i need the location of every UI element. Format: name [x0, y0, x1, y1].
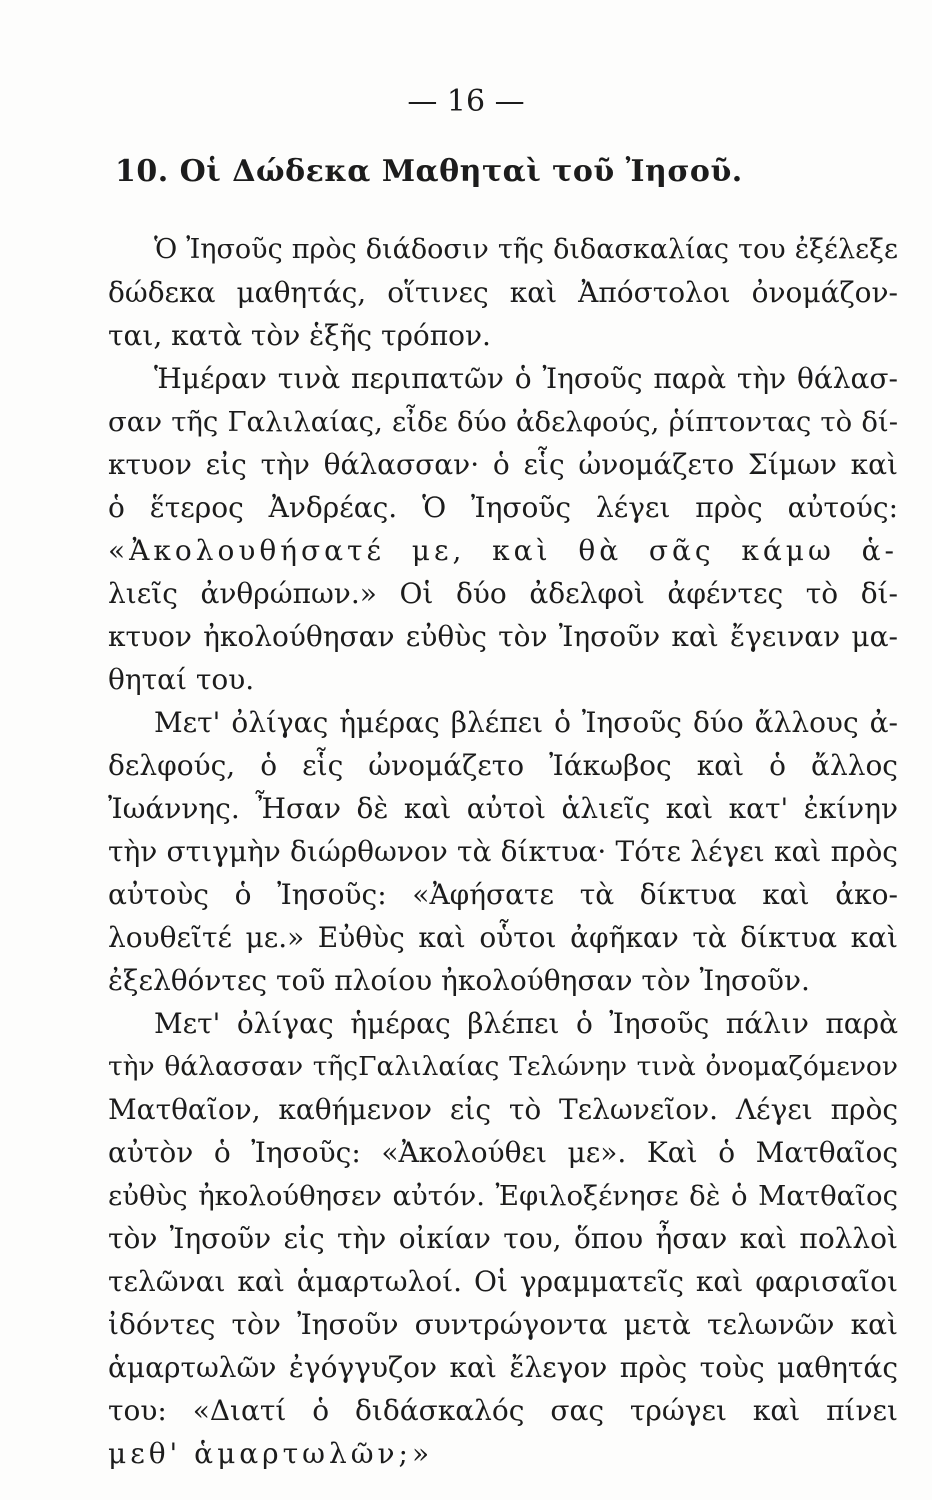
text-line: ὁ ἕτερος Ἀνδρέας. Ὁ Ἰησοῦς λέγει πρὸς αὐτούς:: [108, 491, 898, 524]
text-line: τὸν Ἰησοῦν εἰς τὴν οἰκίαν του, ὅπου ἦσαν καὶ πολλοὶ: [108, 1222, 898, 1255]
text-line: αὐτὸν ὁ Ἰησοῦς: «Ἀκολούθει με». Καὶ ὁ Ματθαῖος: [108, 1136, 898, 1169]
chapter-heading: 10. Οἱ Δώδεκα Μαθηταὶ τοῦ Ἰησοῦ.: [115, 154, 743, 189]
text-line: σαν τῆς Γαλιλαίας, εἶδε δύο ἀδελφούς, ῥίπτοντας τὸ δί-: [108, 406, 898, 438]
text-line: τὴν θάλασσαν τῆςΓαλιλαίας Τελώνην τινὰ ὀνομαζόμενον: [108, 1051, 898, 1082]
text-line: ἁμαρτωλῶν ἐγόγγυζον καὶ ἔλεγον πρὸς τοὺς μαθητάς: [108, 1351, 898, 1384]
text-line: Μετ' ὀλίγας ἡμέρας βλέπει ὁ Ἰησοῦς πάλιν παρὰ: [154, 1007, 898, 1040]
text-line: Μετ' ὀλίγας ἡμέρας βλέπει ὁ Ἰησοῦς δύο ἄλλους ἀ-: [154, 706, 898, 739]
text-line: τελῶναι καὶ ἁμαρτωλοί. Οἱ γραμματεῖς καὶ φαρισαῖοι: [108, 1265, 898, 1298]
text-line: Ὁ Ἰησοῦς πρὸς διάδοσιν τῆς διδασκαλίας του ἐξέλεξε: [154, 234, 898, 265]
text-line: ἐξελθόντες τοῦ πλοίου ἠκολούθησαν τὸν Ἰησοῦν.: [108, 964, 810, 997]
text-line: Ματθαῖον, καθήμενον εἰς τὸ Τελωνεῖον. Λέγει πρὸς: [108, 1093, 898, 1126]
text-line: Ἰωάννης. Ἦσαν δὲ καὶ αὐτοὶ ἁλιεῖς καὶ κατ' ἐκίνην: [108, 792, 898, 825]
text-line: θηταί του.: [108, 663, 255, 696]
text-line: αὐτοὺς ὁ Ἰησοῦς: «Ἀφήσατε τὰ δίκτυα καὶ ἀκο-: [108, 878, 898, 911]
text-line: λιεῖς ἀνθρώπων.» Οἱ δύο ἀδελφοὶ ἀφέντες τὸ δί-: [108, 577, 898, 610]
text-line: λουθεῖτέ με.» Εὐθὺς καὶ οὗτοι ἀφῆκαν τὰ δίκτυα καὶ: [108, 921, 898, 954]
text-line: Ἡμέραν τινὰ περιπατῶν ὁ Ἰησοῦς παρὰ τὴν θάλασ-: [154, 362, 898, 395]
text-line: ἰδόντες τὸν Ἰησοῦν συντρώγοντα μετὰ τελωνῶν καὶ: [108, 1308, 898, 1341]
text-line: μεθ' ἁμαρτωλῶν;»: [108, 1437, 434, 1470]
text-line: του: «Διατί ὁ διδάσκαλός σας τρώγει καὶ πίνει: [108, 1394, 898, 1427]
text-line: κτυον ἠκολούθησαν εὐθὺς τὸν Ἰησοῦν καὶ ἔγειναν μα-: [108, 620, 898, 653]
text-line: κτυον εἰς τὴν θάλασσαν· ὁ εἷς ὠνομάζετο Σίμων καὶ: [108, 448, 898, 481]
text-line: τὴν στιγμὴν διώρθωνον τὰ δίκτυα· Τότε λέγει καὶ πρὸς: [108, 835, 898, 868]
page-number: — 16 —: [407, 84, 525, 119]
text-line: ται, κατὰ τὸν ἑξῆς τρόπον.: [108, 319, 491, 352]
text-line: δελφούς, ὁ εἷς ὠνομάζετο Ἰάκωβος καὶ ὁ ἄλλος: [108, 749, 898, 782]
text-line: εὐθὺς ἠκολούθησεν αὐτόν. Ἐφιλοξένησε δὲ ὁ Ματθαῖος: [108, 1180, 898, 1212]
text-line: «Ἀκολουθήσατέ με, καὶ θὰ σᾶς κάμω ἁ-: [108, 534, 898, 567]
text-line: δώδεκα μαθητάς, οἵτινες καὶ Ἀπόστολοι ὀνομάζον-: [108, 276, 898, 309]
